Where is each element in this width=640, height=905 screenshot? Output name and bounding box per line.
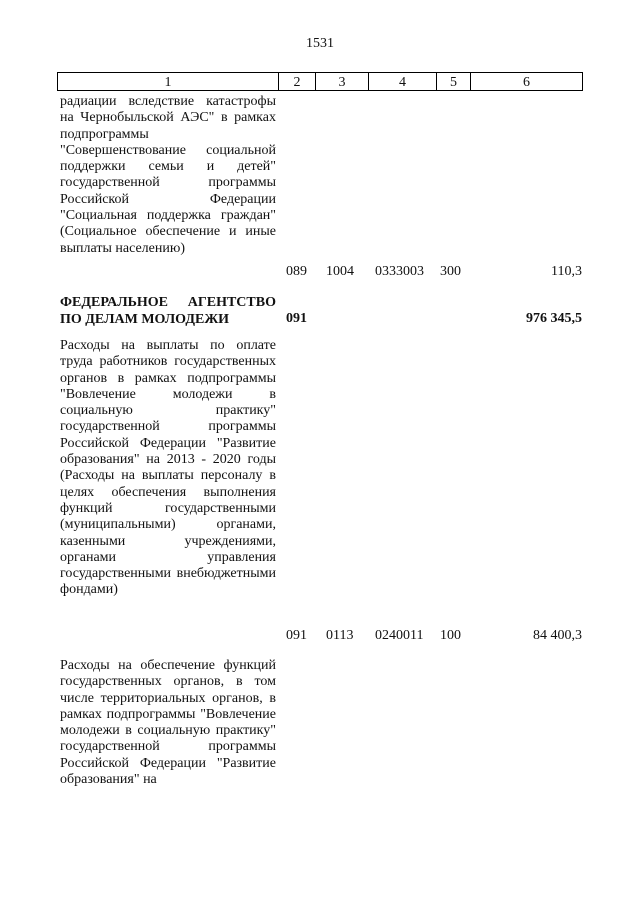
row-description: Расходы на выплаты по оплате труда работников государственных органов в рамках подпрограммы "Вовлечение молодежи в социальную практику" государственной программы Российской Федерации "Развитие образования" на 2013 - 2020 годы (Расходы на выплаты персоналу в целях обеспечения выполнения функций государственными (муниципальными) органами, казенными учреждениями, органами управления государственными внебюджетными фондами) — [60, 338, 276, 598]
row-c5: 300 — [440, 264, 461, 279]
row-c3: 1004 — [326, 264, 354, 279]
row-c6: 110,3 — [551, 264, 582, 279]
row-c6: 976 345,5 — [526, 311, 582, 326]
row-description: Расходы на обеспечение функций государственных органов, в том числе территориальных органов, в рамках подпрограммы "Вовлечение молодежи в социальную практику" государственной программы Российской Федерации "Развитие образования" на — [60, 658, 276, 788]
row-c2: 089 — [286, 264, 307, 279]
header-col-6: 6 — [470, 72, 583, 91]
row-c4: 0333003 — [375, 264, 424, 279]
header-col-4: 4 — [368, 72, 436, 91]
row-c2: 091 — [286, 628, 307, 643]
row-c5: 100 — [440, 628, 461, 643]
header-col-5: 5 — [436, 72, 470, 91]
header-col-2: 2 — [278, 72, 315, 91]
row-description: ФЕДЕРАЛЬНОЕ АГЕНТСТВО ПО ДЕЛАМ МОЛОДЕЖИ — [60, 295, 276, 327]
row-c3: 0113 — [326, 628, 354, 643]
row-c2: 091 — [286, 311, 307, 326]
row-c4: 0240011 — [375, 628, 424, 643]
page-number: 1531 — [306, 36, 334, 51]
header-col-1: 1 — [57, 72, 278, 91]
row-description: радиации вследствие катастрофы на Чернобыльской АЭС" в рамках подпрограммы "Совершенствование социальной поддержки семьи и детей" государственной программы Российской Федерации "Социальная поддержка граждан" (Социальное обеспечение и иные выплаты населению) — [60, 94, 276, 256]
header-col-3: 3 — [315, 72, 368, 91]
row-c6: 84 400,3 — [533, 628, 582, 643]
